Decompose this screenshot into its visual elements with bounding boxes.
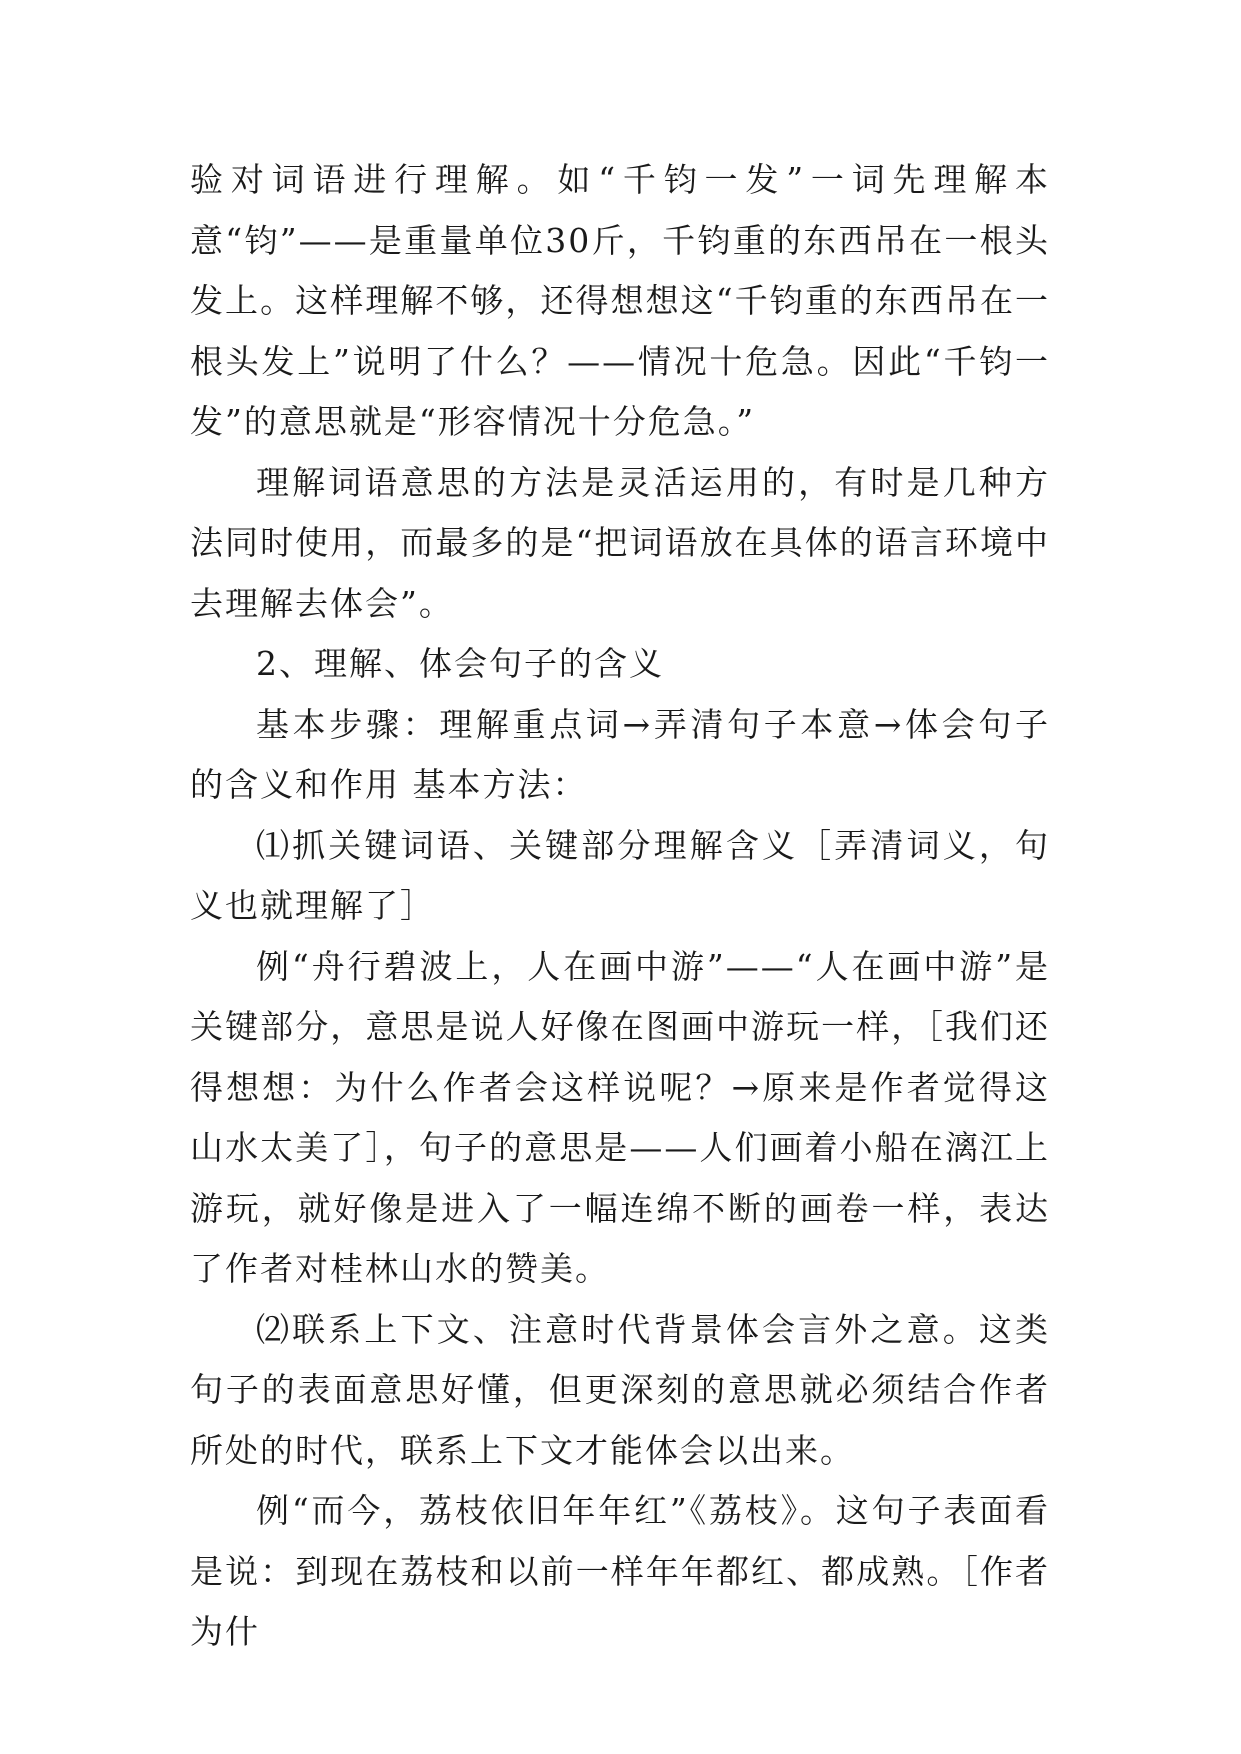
paragraph-1: 验对词语进行理解。如“千钧一发”一词先理解本意“钧”——是重量单位30斤，千钧重的东西吊在一根头发上。这样理解不够，还得想想这“千钧重的东西吊在一根头发上”说明了什么？——情况十危急。因此“千钧一发”的意思就是“形容情况十分危急。” (190, 160, 1050, 441)
paragraph-steps: 基本步骤：理解重点词→弄清句子本意→体会句子的含义和作用 基本方法： (190, 704, 1050, 804)
paragraph-2: 理解词语意思的方法是灵活运用的，有时是几种方法同时使用，而最多的是“把词语放在具体的语言环境中去理解去体会”。 (190, 462, 1050, 623)
section-heading: 2、理解、体会句子的含义 (256, 644, 664, 683)
paragraph-method-1: ⑴抓关键词语、关键部分理解含义［弄清词义，句义也就理解了］ (190, 825, 1050, 925)
document-body (190, 150, 1050, 1663)
paragraph-example-2: 例“而今，荔枝依旧年年红”《荔枝》。这句子表面看是说：到现在荔枝和以前一样年年都红、都成熟。［作者为什 (190, 1491, 1050, 1651)
paragraph-method-2: ⑵联系上下文、注意时代背景体会言外之意。这类句子的表面意思好懂，但更深刻的意思就必须结合作者所处的时代，联系上下文才能体会以出来。 (190, 1309, 1050, 1470)
paragraph-example-1: 例“舟行碧波上，人在画中游”——“人在画中游”是关键部分，意思是说人好像在图画中游玩一样，［我们还得想想：为什么作者会这样说呢？→原来是作者觉得这山水太美了］，句子的意思是——人们画着小船在漓江上游玩，就好像是进入了一幅连绵不断的画卷一样，表达了作者对桂林山水的赞美。 (190, 946, 1050, 1288)
